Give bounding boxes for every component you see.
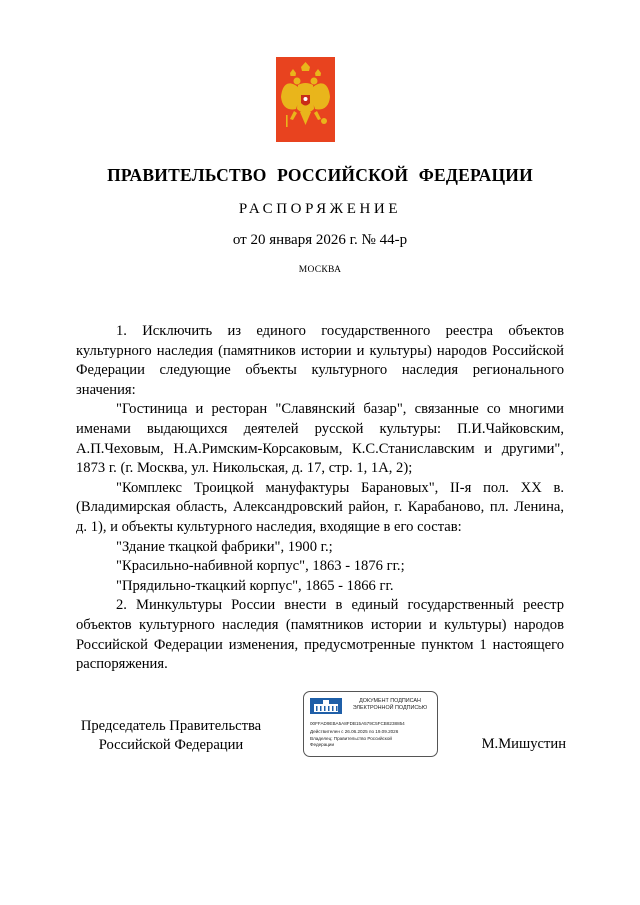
paragraph: 1. Исключить из единого государственного реестра объектов культурного наследия (памятников истории и культуры) народов Российской Федерации следующие объекты культурного наследия регионального значения:: [76, 323, 564, 398]
government-building-icon: [310, 698, 342, 714]
stamp-owner: Федерации: [310, 742, 335, 747]
signatory-name: М.Мишустин: [481, 736, 566, 752]
government-title: ПРАВИТЕЛЬСТВО РОССИЙСКОЙ ФЕДЕРАЦИИ: [107, 165, 533, 185]
stamp-certificate: 00FFAD9EBA5A8FDB15A579C5FCB8238854: [310, 721, 405, 726]
signatory-position-line: Российской Федерации: [98, 737, 244, 753]
paragraph: "Комплекс Троицкой мануфактуры Барановых", II-я пол. XX в. (Владимирская область, Александровский район, г. Карабаново, пл. Ленина, д. 1), и объекты культурного наследия, входящие в его состав:: [76, 479, 564, 535]
paragraph: "Здание ткацкой фабрики", 1900 г.;: [116, 538, 333, 555]
stamp-owner: Владелец: Правительство Российской: [310, 736, 392, 741]
stamp-validity: Действителен с 26.06.2025 по 19.09.2026: [310, 729, 399, 734]
document-date-number: от 20 января 2026 г. № 44-р: [232, 232, 408, 248]
signatory-position-line: Председатель Правительства: [80, 718, 262, 734]
electronic-signature-stamp: [303, 691, 438, 757]
document-type: РАСПОРЯЖЕНИЕ: [238, 201, 402, 217]
signatory-position: [76, 717, 266, 755]
stamp-title-line: ДОКУМЕНТ ПОДПИСАН: [359, 698, 421, 704]
document-body: [76, 322, 564, 675]
stamp-title: [344, 698, 436, 712]
coat-of-arms-emblem: [276, 57, 335, 142]
paragraph: "Гостиница и ресторан "Славянский базар", связанные со многими именами выдающихся деятелей русской культуры: П.И.Чайковским, А.П.Чеховым, Н.А.Римским-Корсаковым, К.С.Станиславским и другими", 1873 г. (г. Москва, ул. Никольская, д. 17, стр. 1, 1А, 2);: [76, 401, 564, 477]
paragraph: 2. Минкультуры России внести в единый государственный реестр объектов культурного наследия (памятников истории и культуры) народов Российской Федерации изменения, предусмотренные пунктом 1 настоящего распоряжения.: [76, 597, 564, 673]
stamp-title-line: ЭЛЕКТРОННОЙ ПОДПИСЬЮ: [352, 705, 428, 711]
paragraph: "Красильно-набивной корпус", 1863 - 1876 гг.;: [116, 558, 405, 575]
paragraph: "Прядильно-ткацкий корпус", 1865 - 1866 гг.: [116, 577, 394, 594]
document-city: МОСКВА: [298, 265, 342, 275]
